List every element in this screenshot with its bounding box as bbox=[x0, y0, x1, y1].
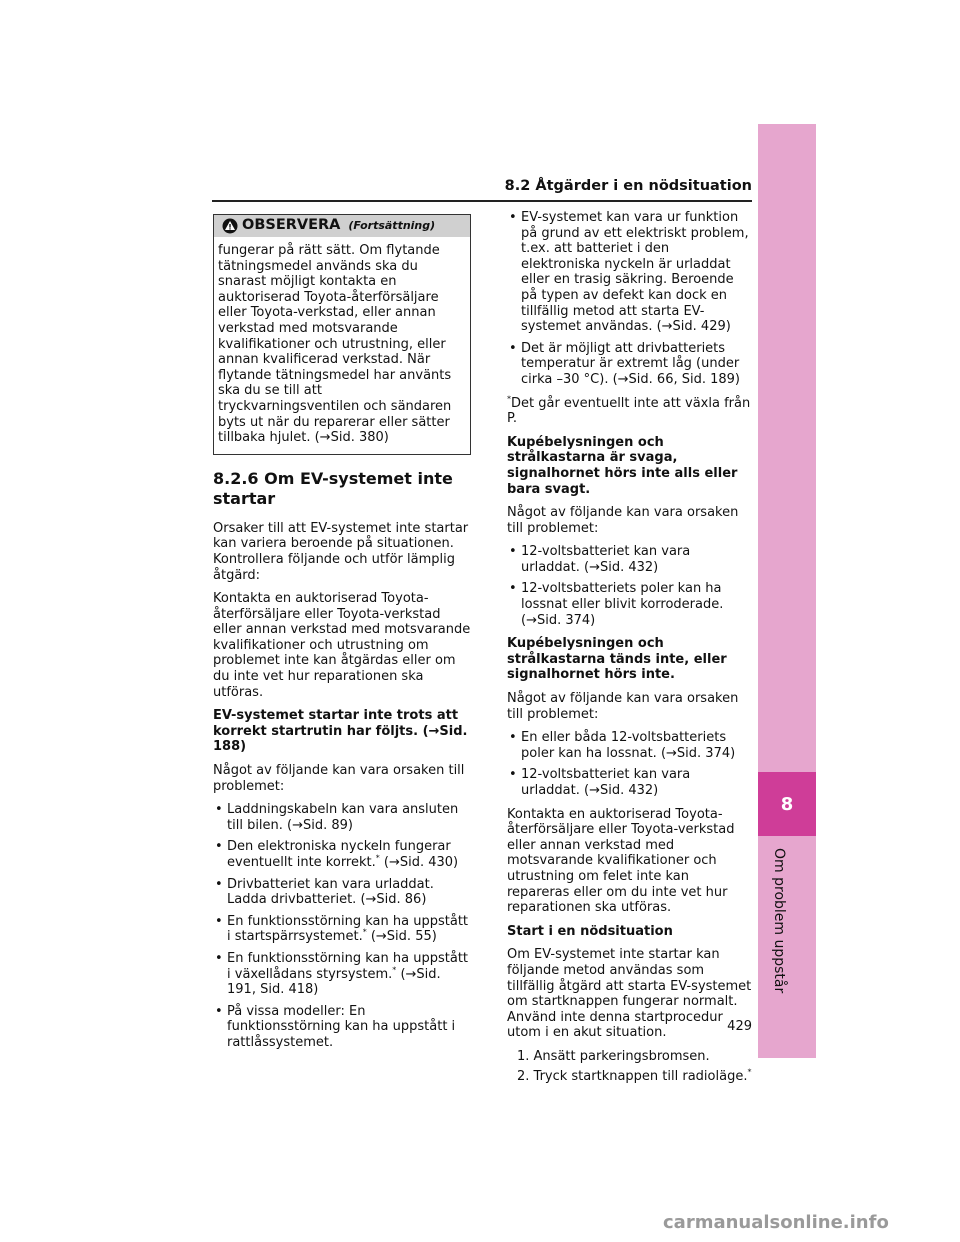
dim-lights-list bbox=[507, 544, 752, 628]
heading-no-lights: Kupébelysningen och strålkastarna tänds inte, eller signalhornet hörs inte. bbox=[507, 636, 727, 683]
list-item: • En funktionsstörning kan ha uppstått i växellådans styrsystem.* (→Sid. 191, Sid. 418) bbox=[213, 951, 471, 998]
causes-lead: Något av följande kan vara orsaken till problemet: bbox=[213, 763, 465, 794]
header-rule bbox=[212, 200, 752, 202]
emergency-steps bbox=[507, 1049, 752, 1084]
list-item: • Det är möjligt att drivbatteriets temperatur är extremt låg (under cirka –30 °C). (→Sid. 66, Sid. 189) bbox=[507, 341, 752, 388]
list-item: • En eller båda 12-voltsbatteriets poler kan ha lossnat. (→Sid. 374) bbox=[507, 730, 752, 761]
footnote-mark: * bbox=[362, 928, 367, 938]
notice-header bbox=[214, 215, 470, 237]
chapter-tab bbox=[758, 124, 816, 1058]
heading-emergency-start: Start i en nödsituation bbox=[507, 923, 673, 939]
list-item: • 12-voltsbatteriet kan vara urladdat. (→Sid. 432) bbox=[507, 544, 752, 575]
emergency-text: Om EV-systemet inte startar kan följande metod användas som tillfällig åtgärd att starta EV-systemet om startknappen fungerar normalt. Använd inte denna startprocedur utom i en akut situation. bbox=[507, 947, 752, 1041]
list-item: • 12-voltsbatteriets poler kan ha lossnat eller blivit korroderade. (→Sid. 374) bbox=[507, 581, 752, 628]
section-title: 8.2.6 Om EV-systemet inte startar bbox=[213, 468, 453, 508]
list-item: • Laddningskabeln kan vara ansluten till bilen. (→Sid. 89) bbox=[213, 802, 471, 833]
causes-list bbox=[213, 802, 471, 1050]
chapter-label: Om problem uppstår bbox=[771, 848, 787, 994]
contact-paragraph-right: Kontakta en auktoriserad Toyota-återförsäljare eller Toyota-verkstad eller annan verkstad med motsvarande kvalifikationer och utrustning om felet inte kan repareras eller om du inte vet hur reparationen ska utföras. bbox=[507, 806, 735, 916]
notice-body: fungerar på rätt sätt. Om flytande tätningsmedel används ska du snarast möjligt kontakta en auktoriserad Toyota-återförsäljare eller Toyota-verkstad, eller annan verkstad med motsvarande kvalifikationer och utrustning, eller annan kvalificerad verkstad. När flytande tätningsmedel har använts ska du se till att tryckvarningsventilen och sändaren byts ut när du reparerar eller sätter tillbaka hjulet. (→Sid. 380) bbox=[218, 243, 452, 446]
footnote: *Det går eventuellt inte att växla från P. bbox=[507, 394, 751, 427]
footnote-mark: * bbox=[507, 394, 511, 404]
contact-paragraph: Kontakta en auktoriserad Toyota-återförsäljare eller Toyota-verkstad eller annan verkstad med motsvarande kvalifikationer och utrustning om problemet inte kan åtgärdas eller om du inte vet hur reparationen ska utföras. bbox=[213, 591, 471, 700]
lead-no-lights: Något av följande kan vara orsaken till problemet: bbox=[507, 691, 739, 722]
notice-subtitle: (Fortsättning) bbox=[348, 219, 436, 233]
causes-list-continued bbox=[507, 210, 752, 388]
right-column bbox=[507, 210, 752, 1088]
list-item: • På vissa modeller: En funktionsstörning kan ha uppstått i rattlåssystemet. bbox=[213, 1004, 471, 1051]
heading-dim-lights: Kupébelysningen och strålkastarna är svaga, signalhornet hörs inte alls eller bara svagt. bbox=[507, 434, 738, 497]
footnote-mark: * bbox=[747, 1067, 752, 1077]
watermark: carmanualsonline.info bbox=[663, 1212, 889, 1233]
notice-box bbox=[213, 214, 471, 455]
page-header-title: 8.2 Åtgärder i en nödsituation bbox=[504, 178, 752, 194]
notice-title: OBSERVERA bbox=[242, 217, 341, 234]
no-lights-list bbox=[507, 730, 752, 798]
subheading-start-failure: EV-systemet startar inte trots att korrekt startrutin har följts. (→Sid. 188) bbox=[213, 708, 468, 755]
list-item: • 12-voltsbatteriet kan vara urladdat. (→Sid. 432) bbox=[507, 767, 752, 798]
intro-paragraph: Orsaker till att EV-systemet inte startar kan variera beroende på situationen. Kontrollera följande och utför lämplig åtgärd: bbox=[213, 520, 469, 583]
lead-dim-lights: Något av följande kan vara orsaken till problemet: bbox=[507, 505, 739, 536]
list-item: • Den elektroniska nyckeln fungerar eventuellt inte korrekt.* (→Sid. 430) bbox=[213, 839, 471, 870]
page-number: 429 bbox=[727, 1019, 752, 1034]
step-item: 1. Ansätt parkeringsbromsen. bbox=[517, 1048, 710, 1064]
footnote-mark: * bbox=[392, 965, 397, 975]
left-column bbox=[213, 214, 471, 1059]
footnote-mark: * bbox=[375, 853, 380, 863]
list-item: • En funktionsstörning kan ha uppstått i startspärrsystemet.* (→Sid. 55) bbox=[213, 914, 471, 945]
step-item: 2. Tryck startknappen till radioläge.* bbox=[517, 1067, 752, 1084]
list-item: • Drivbatteriet kan vara urladdat. Ladda drivbatteriet. (→Sid. 86) bbox=[213, 877, 471, 908]
chapter-number: 8 bbox=[758, 772, 816, 836]
list-item: • EV-systemet kan vara ur funktion på grund av ett elektriskt problem, t.ex. att batteriet i den elektroniska nyckeln är urladdat eller en trasig säkring. Beroende på typen av defekt kan dock en tillfällig metod att starta EV-systemet användas. (→Sid. 429) bbox=[507, 210, 752, 335]
warning-icon bbox=[222, 218, 238, 234]
